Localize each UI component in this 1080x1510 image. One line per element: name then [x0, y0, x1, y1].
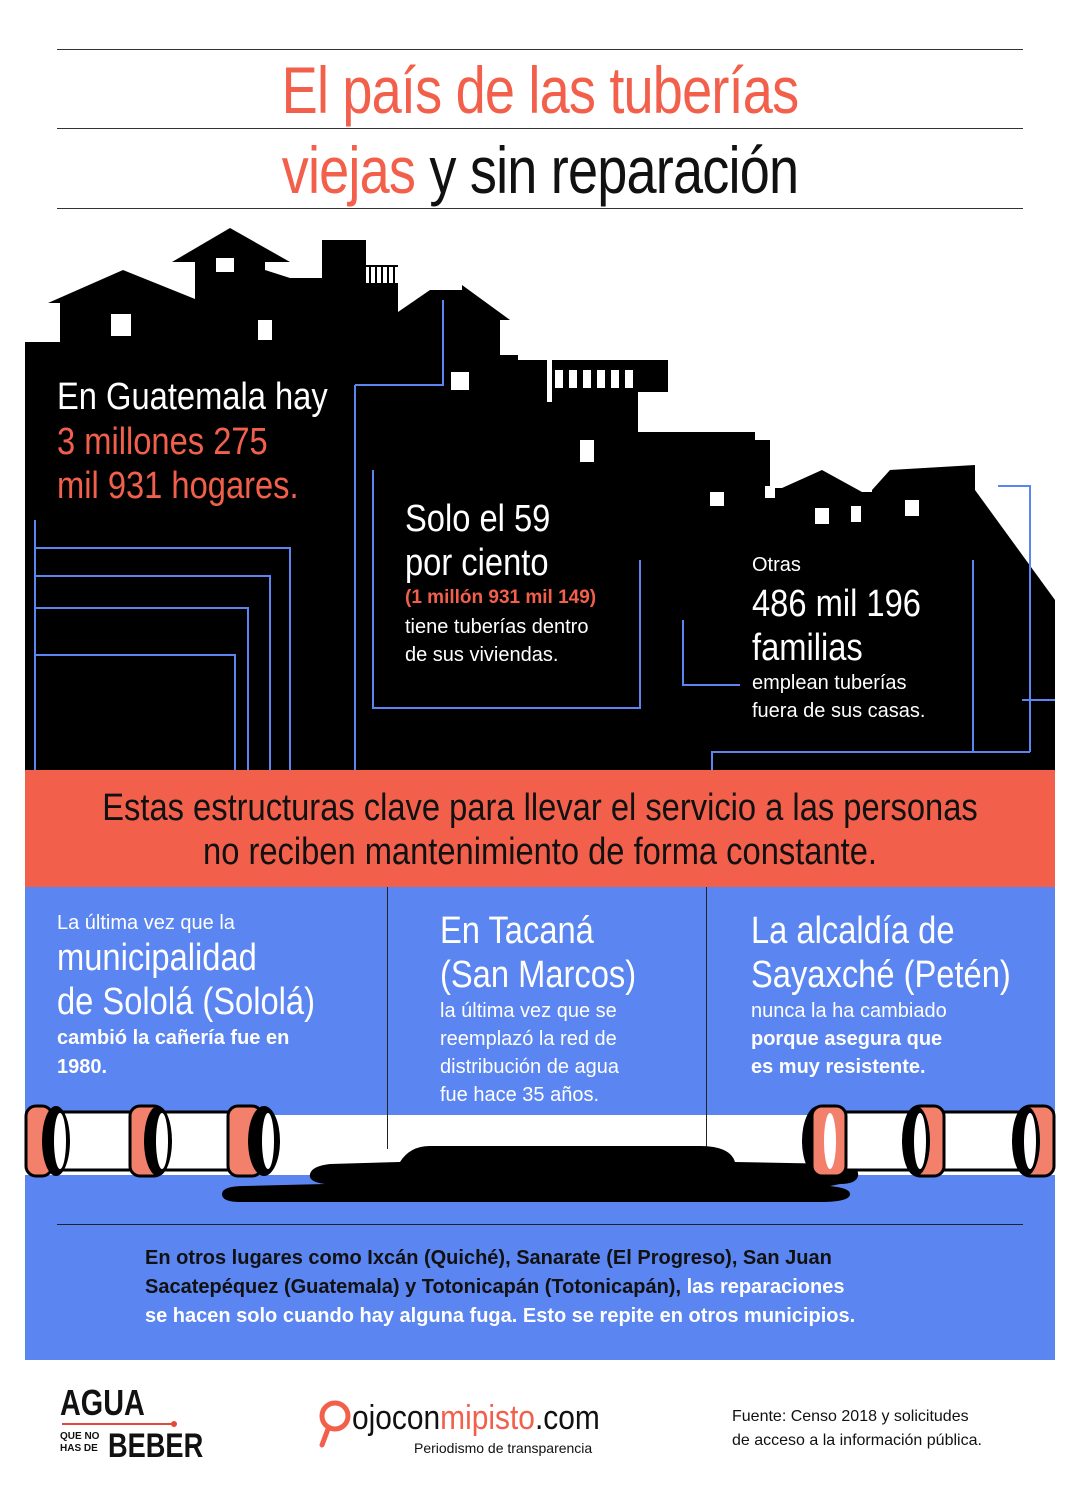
inside-desc-1: tiene tuberías dentro — [405, 616, 589, 638]
title-line-1-text: El país de las tuberías — [281, 53, 799, 127]
brand-tagline: Periodismo de transparencia — [414, 1440, 593, 1456]
outside-value-1: 486 mil 196 — [752, 583, 921, 625]
source-line-2: de acceso a la información pública. — [732, 1432, 982, 1449]
agua-logo-beber: BEBER — [108, 1427, 204, 1465]
tacana-desc-2: reemplazó la red de — [440, 1028, 617, 1050]
inside-desc-2: de sus viviendas. — [405, 644, 559, 666]
tacana-desc-3: distribución de agua — [440, 1056, 620, 1078]
outside-desc-1: emplean tuberías — [752, 672, 907, 694]
tacana-title-1: En Tacaná — [440, 910, 594, 952]
others-line-3: se hacen solo cuando hay alguna fuga. Esto se repite en otros municipios. — [145, 1305, 856, 1327]
pipes-illustration — [0, 1090, 1080, 1220]
sayaxche-title-2: Sayaxché (Petén) — [751, 954, 1011, 996]
solola-intro: La última vez que la — [57, 912, 235, 934]
magnifier-icon — [318, 1399, 352, 1449]
households-intro: En Guatemala hay — [57, 376, 328, 418]
brand-suffix: .com — [534, 1399, 600, 1437]
tacana-title-2: (San Marcos) — [440, 954, 637, 996]
households-value-2: mil 931 hogares. — [57, 465, 299, 507]
others-line-1: En otros lugares como Ixcán (Quiché), Sanarate (El Progreso), San Juan — [145, 1247, 832, 1269]
leak-puddle-icon — [222, 1146, 858, 1202]
inside-detail: (1 millón 931 mil 149) — [405, 587, 597, 608]
banner-line-2: no reciben mantenimiento de forma constante. — [203, 831, 877, 873]
others-line-2 — [145, 1273, 965, 1302]
outside-prefix: Otras — [752, 554, 801, 576]
title-highlight: viejas — [281, 133, 416, 207]
households-value-1: 3 millones 275 — [57, 421, 268, 463]
solola-title-1: municipalidad — [57, 937, 257, 979]
source-line-1: Fuente: Censo 2018 y solicitudes — [732, 1408, 969, 1425]
others-paragraph — [145, 1244, 965, 1331]
source-note — [732, 1405, 982, 1453]
agua-logo — [60, 1382, 204, 1465]
others-line-2-white: las reparaciones — [686, 1276, 845, 1298]
agua-logo-small-2: HAS DE — [60, 1443, 98, 1454]
brand-prefix: ojocon — [352, 1399, 441, 1437]
tacana-desc-1: la última vez que se — [440, 1000, 617, 1022]
banner-line-1: Estas estructuras clave para llevar el servicio a las personas — [102, 787, 978, 829]
tacana-desc-4: fue hace 35 años. — [440, 1084, 600, 1106]
maintenance-banner — [25, 770, 1055, 887]
left-pipe-icon — [26, 1106, 280, 1176]
title-rest: y sin reparación — [429, 133, 799, 207]
sayaxche-desc-1: nunca la ha cambiado — [751, 1000, 947, 1022]
agua-logo-small-1: QUE NO — [60, 1431, 100, 1442]
agua-logo-agua: AGUA — [60, 1382, 145, 1423]
outside-value-2: familias — [752, 627, 863, 669]
solola-title-2: de Sololá (Sololá) — [57, 981, 315, 1023]
brand-mid: mipisto — [440, 1399, 535, 1437]
balcony-railing — [366, 266, 398, 283]
right-pipe-icon — [802, 1106, 1054, 1176]
sayaxche-title-1: La alcaldía de — [751, 910, 955, 952]
others-line-2-dark: Sacatepéquez (Guatemala) y Totonicapán (Totonicapán), — [145, 1276, 682, 1298]
solola-desc-2: 1980. — [57, 1056, 108, 1078]
outside-desc-2: fuera de sus casas. — [752, 700, 926, 722]
sayaxche-desc-2: porque asegura que — [751, 1028, 943, 1050]
brand-name — [352, 1399, 600, 1437]
inside-line-2: por ciento — [405, 542, 549, 584]
inside-line-1: Solo el 59 — [405, 498, 551, 540]
brand-logo — [318, 1395, 618, 1465]
solola-desc-1: cambió la cañería fue en — [57, 1027, 290, 1049]
others-rule — [57, 1224, 1023, 1225]
sayaxche-desc-3: es muy resistente. — [751, 1056, 926, 1078]
